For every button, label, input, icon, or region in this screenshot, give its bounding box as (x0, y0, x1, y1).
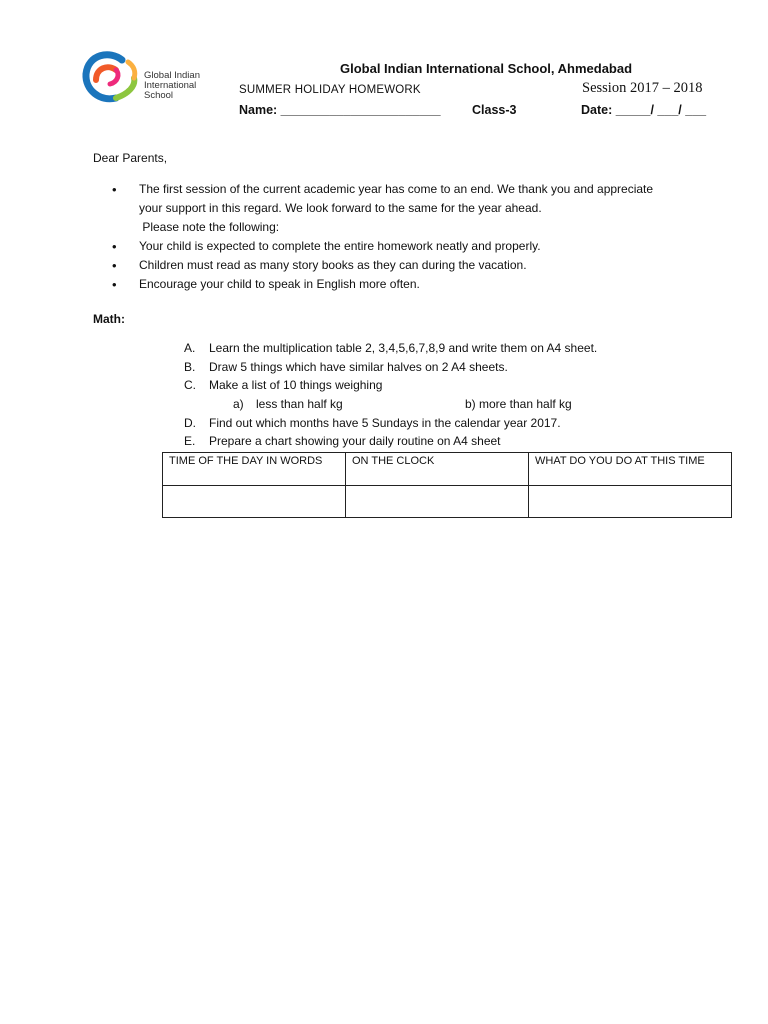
salutation: Dear Parents, (93, 151, 168, 165)
logo-swirl-icon (82, 50, 142, 106)
bullet-text: Your child is expected to complete the entire homework neatly and properly. (139, 239, 541, 253)
task-text: Learn the multiplication table 2, 3,4,5,6,7,8,9 and write them on A4 sheet. (209, 341, 598, 355)
bullet-icon: • (112, 258, 117, 273)
column-header: TIME OF THE DAY IN WORDS (163, 453, 346, 486)
math-task-list (184, 339, 704, 451)
list-item (184, 414, 704, 433)
task-text: Prepare a chart showing your daily routine on A4 sheet (209, 434, 501, 448)
list-item (112, 256, 672, 275)
bullet-text: Children must read as many story books as they can during the vacation. (139, 258, 527, 272)
bullet-icon: • (112, 182, 117, 197)
sub-option-a: less than half kg (256, 396, 343, 411)
table-cell (529, 486, 732, 518)
list-item (184, 376, 704, 414)
math-heading: Math: (93, 312, 125, 326)
list-item (184, 358, 704, 377)
logo-line: Global Indian (144, 70, 200, 81)
daily-routine-table (162, 452, 732, 518)
task-marker: A. (184, 341, 196, 355)
logo-wordmark (144, 71, 200, 101)
class-field: Class-3 (472, 103, 517, 117)
list-item (112, 180, 672, 237)
task-marker: D. (184, 415, 196, 430)
logo-line: School (144, 90, 174, 101)
task-text: Make a list of 10 things weighing (209, 378, 383, 392)
task-marker: B. (184, 359, 196, 374)
bullet-icon: • (112, 277, 117, 292)
logo-line: International (144, 80, 197, 91)
school-logo (82, 50, 200, 106)
task-text: Draw 5 things which have similar halves on 2 A4 sheets. (209, 359, 508, 374)
task-marker: C. (184, 378, 196, 392)
notice-list (112, 180, 672, 294)
table-cell (346, 486, 529, 518)
bullet-icon: • (112, 239, 117, 254)
task-marker: E. (184, 434, 196, 448)
date-field: Date: _____/ ___/ ___ (581, 103, 707, 117)
list-item (112, 275, 672, 294)
bullet-text: Encourage your child to speak in English more often. (139, 277, 420, 291)
sub-marker: a) (233, 396, 244, 411)
table-row (163, 486, 732, 518)
note-text: Please note the following: (139, 220, 280, 234)
homework-title: SUMMER HOLIDAY HOMEWORK (239, 84, 421, 96)
weight-options (209, 395, 704, 414)
name-field: Name: _______________________ (239, 103, 441, 117)
task-text: Find out which months have 5 Sundays in the calendar year 2017. (209, 415, 561, 430)
column-header: WHAT DO YOU DO AT THIS TIME (529, 453, 732, 486)
school-name: Global Indian International School, Ahmedabad (340, 61, 633, 76)
table-header-row (163, 453, 732, 486)
bullet-text: The first session of the current academic year has come to an end. We thank you and appreciate your support in this regard. We look forward to the same for the year ahead. (139, 182, 654, 215)
session-label: Session 2017 – 2018 (582, 80, 703, 96)
column-header: ON THE CLOCK (346, 453, 529, 486)
list-item (184, 432, 704, 451)
list-item (184, 339, 704, 358)
table-cell (163, 486, 346, 518)
sub-option-b: b) more than half kg (465, 396, 572, 411)
list-item (112, 237, 672, 256)
